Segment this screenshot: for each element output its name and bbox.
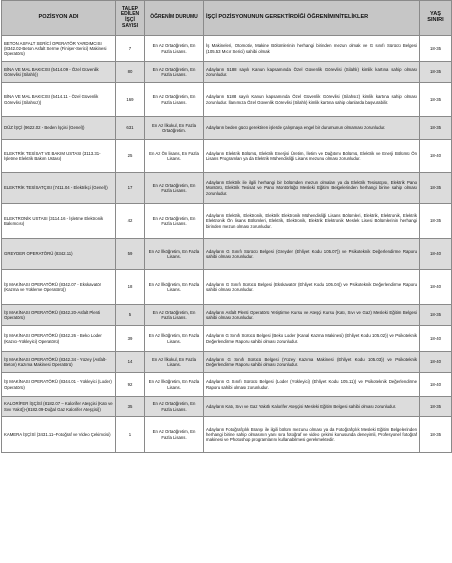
cell-requested-count: 25 (116, 140, 145, 173)
cell-age-limit: 18-35 (420, 204, 452, 239)
cell-age-limit: 18-35 (420, 397, 452, 417)
cell-education: En Az İlköğretim, En Fazla Lisans. (145, 239, 204, 270)
table-row (2, 417, 452, 453)
table-row (2, 270, 452, 305)
cell-age-limit: 18-35 (420, 83, 452, 117)
cell-education: En Az Ortaöğretim, En Fazla Lisans. (145, 204, 204, 239)
job-positions-table (1, 0, 452, 453)
cell-position: BİNA VE MAL BAKICISI (5414.09 - Özel Güvenlik Görevlisi (Silahlı)) (2, 62, 116, 83)
cell-requirements: Adayların beden gücü gerektiren işlerde çalışmaya engel bir durumunun olmaması zorunludur. (204, 117, 420, 140)
cell-education: En Az Ön lisans, En Fazla Lisans. (145, 140, 204, 173)
cell-education: En Az Ortaöğretim, En Fazla Lisans. (145, 397, 204, 417)
cell-requirements: Adayların 5188 sayılı Kanun kapsamında Özel Güvenlik Görevlisi (Silahlı) kimlik kartına sahip olması zorunludur. (204, 62, 420, 83)
table-row (2, 62, 452, 83)
cell-education: En Az İlköğretim, En Fazla Lisans. (145, 270, 204, 305)
cell-requested-count: 35 (116, 397, 145, 417)
cell-requirements: Adayların G Sınıfı Sürücü Belgesi (Yüzey Kazıma Makinesi (Ehliyet Kodu 105.03)) ve Psikoteknik Değerlendirme Raporu sahibi olması zorunludur. (204, 352, 420, 373)
cell-requirements: Adayların Elektrik ile ilgili herhangi bir bölümden mezun olmaları ya da Elektrik Tesisatçısı, Elektrik Pano Montörü, Elektrik Tesisat ve Pano Montörlüğü Mesleki Eğitim Belgelerinden herhangi birine sahip olması zorunludur. (204, 173, 420, 204)
cell-age-limit: 18-40 (420, 239, 452, 270)
header-age-limit: YAŞ SINIRI (420, 1, 452, 36)
cell-education: En Az İlköğretim, En Fazla Lisans. (145, 326, 204, 352)
header-position: POZİSYON ADI (2, 1, 116, 36)
cell-age-limit: 18-35 (420, 417, 452, 453)
cell-education: En Az Ortaöğretim, En Fazla Lisans. (145, 305, 204, 326)
cell-requested-count: 39 (116, 326, 145, 352)
cell-requested-count: 42 (116, 204, 145, 239)
cell-position: İŞ MAKİNASI OPERATÖRÜ (8344.01 - Yükleyici (Loder) Operatörü) (2, 373, 116, 397)
header-requested-count: TALEP EDİLEN İŞÇİ SAYISI (116, 1, 145, 36)
cell-requirements: İş Makineleri, Otomotiv, Makine Bölümlerinin herhangi birinden mezun olmak ve G sınıfı Sürücü Belgesi (105.53 Mıcır Serici) sahibi olmak (204, 36, 420, 62)
table-row (2, 239, 452, 270)
cell-position: İŞ MAKİNASI OPERATÖRÜ (8342.26 - Beko Loder (Kazıcı-Yükleyici) Operatörü) (2, 326, 116, 352)
cell-position: KALORİFER İŞÇİSİ (8182.07 – Kalorifer Ateşçisi (Katı ve Sıvı Yakıt))-(8182.09-Doğal Gaz Kalorifer Ateşçisi)) (2, 397, 116, 417)
cell-position: İŞ MAKİNASI OPERATÖRÜ (8342.07 - Ekskavatör (Kazma ve Yükleme Operatörü)) (2, 270, 116, 305)
cell-education: En Az Ortaöğretim, En Fazla Lisans. (145, 173, 204, 204)
cell-requested-count: 18 (116, 270, 145, 305)
cell-requested-count: 1 (116, 417, 145, 453)
cell-education: En Az İlkokul, En Fazla Ortaöğretim. (145, 117, 204, 140)
cell-requested-count: 631 (116, 117, 145, 140)
cell-age-limit: 18-40 (420, 373, 452, 397)
table-body (2, 36, 452, 453)
cell-requirements: Adayların Fotoğrafçılık Branşı ile ilgili bölüm mezunu olması ya da Fotoğrafçılık Mesleki Eğitim Belgelerinden herhangi birine sahip olmasının yanı sıra fotoğraf ve video çekimi konusunda deneyimli, Profesyonel fotoğraf makinesi ve Photoshop programlarını kullanabilmesi gerekmektedir. (204, 417, 420, 453)
table-row (2, 173, 452, 204)
table-header-row (2, 1, 452, 36)
cell-requested-count: 7 (116, 36, 145, 62)
cell-position: KAMERA İŞÇİSİ (3431.11–Fotoğraf ve Video Çekimcisi) (2, 417, 116, 453)
cell-position: İŞ MAKİNASI OPERATÖRÜ (8342.20-Asfalt Plenti Operatörü) (2, 305, 116, 326)
cell-requirements: Adayların Asfalt Plenti Operatörü Yetiştirme Kursu ve Ateşçi Kursu (Katı, Sıvı ve Gaz) Mesleki Eğitim Belgesi sahibi olması zorunludur. (204, 305, 420, 326)
cell-position: ELEKTRİK TESİSAT VE BAKIM USTASI (3113.31-İşletme Elektrik Bakım Ustası) (2, 140, 116, 173)
table-row (2, 397, 452, 417)
cell-age-limit: 18-35 (420, 36, 452, 62)
cell-age-limit: 18-35 (420, 305, 452, 326)
cell-requested-count: 5 (116, 305, 145, 326)
cell-age-limit: 18-40 (420, 326, 452, 352)
cell-requirements: Adayların Katı, Sıvı ve Gaz Yakıtlı Kalorifer Ateşçisi Mesleki Eğitim Belgesi sahibi olması zorunludur. (204, 397, 420, 417)
cell-position: DÜZ İŞÇİ (9622.02 - Beden İşçisi (Genel)) (2, 117, 116, 140)
cell-education: En Az Ortaöğretim, En Fazla Lisans. (145, 62, 204, 83)
cell-education: En Az Ortaöğretim, En Fazla Lisans. (145, 417, 204, 453)
header-education: ÖĞRENİM DURUMU (145, 1, 204, 36)
cell-requirements: Adayların G Sınıfı Sürücü Belgesi (Greyder (Ehliyet Kodu 105.07)) ve Psikoteknik Değerlendirme Raporu sahibi olması zorunludur. (204, 239, 420, 270)
cell-age-limit: 18-35 (420, 62, 452, 83)
cell-requirements: Adayların G Sınıfı Sürücü Belgesi (Ekskavatör (Ehliyet Kodu 105.04)) ve Psikoteknik Değerlendirme Raporu sahibi olması zorunludur. (204, 270, 420, 305)
cell-requested-count: 59 (116, 239, 145, 270)
cell-requested-count: 169 (116, 83, 145, 117)
cell-education: En Az Ortaöğretim, En Fazla Lisans. (145, 36, 204, 62)
cell-education: En Az Ortaöğretim, En Fazla Lisans. (145, 83, 204, 117)
header-requirements: İŞÇİ POZİSYONUNUN GEREKTİRDİĞİ ÖĞRENİM/NİTELİKLER (204, 1, 420, 36)
table-row (2, 373, 452, 397)
cell-position: BİNA VE MAL BAKICISI (5414.11 - Özel Güvenlik Görevlisi (Silahsız)) (2, 83, 116, 117)
table-row (2, 305, 452, 326)
cell-requested-count: 92 (116, 373, 145, 397)
table-row (2, 83, 452, 117)
cell-age-limit: 18-40 (420, 140, 452, 173)
cell-position: GREYDER OPERATÖRÜ (8342.11) (2, 239, 116, 270)
cell-requirements: Adayların Elektrik, Elektronik, Elektrik Elektronik Mühendisliği Lisans Bölümleri, Elektrik, Elektronik, Elektrik Elektronik Ön lisans Bölümleri, Elektrik, Elektronik, Elektrik Elektronik Meslek Lisesi Bölümlerinin herhangi birinden mezun olması zorunludur. (204, 204, 420, 239)
cell-position: İŞ MAKİNASI OPERATÖRÜ (8342.34 - Yüzey (Asfalt-Beton) Kazıma Makinesi Operatörü) (2, 352, 116, 373)
cell-age-limit: 18-35 (420, 117, 452, 140)
cell-position: BETON ASFALT SERİCİ OPERATÖR YARDIMCISI (8342.02-Beton Asfalt Serme (Finişer-Serici) Makinesi Operatörü) (2, 36, 116, 62)
cell-requirements: Adayların 5188 sayılı Kanun kapsamında Özel Güvenlik Görevlisi (Silahsız) kimlik kartına sahip olması zorunludur. İlanımıza Özel Güvenlik Görevlisi (Silahlı) kimlik kartına sahip olanlarda başvurabilir. (204, 83, 420, 117)
table-row (2, 140, 452, 173)
table-row (2, 36, 452, 62)
cell-requirements: Adayların Elektrik Bölümü, Elektrik Enerjisi Üretim, İletim ve Dağıtımı Bölümü, Elektrik ve Enerji Bölümü Ön Lisans Programları ya da Elektrik Mühendisliği Lisans mezunu olması zorunludur. (204, 140, 420, 173)
cell-education: En Az İlköğretim, En Fazla Lisans. (145, 373, 204, 397)
table-row (2, 204, 452, 239)
cell-requirements: Adayların G Sınıfı Sürücü Belgesi (Loder (Yükleyici) (Ehliyet Kodu 105.11)) ve Psikoteknik Değerlendirme Raporu sahibi olması zorunludur. (204, 373, 420, 397)
cell-requested-count: 17 (116, 173, 145, 204)
cell-education: En Az İlkokul, En Fazla Lisans. (145, 352, 204, 373)
cell-age-limit: 18-35 (420, 173, 452, 204)
cell-position: ELEKTRİK TESİSATÇISI (7411.04 - Elektrikçi (Genel)) (2, 173, 116, 204)
cell-position: ELEKTRONİK USTASI (3114.16 - İşletme Elektronik Bakımcısı) (2, 204, 116, 239)
cell-requested-count: 14 (116, 352, 145, 373)
table-row (2, 352, 452, 373)
table-row (2, 326, 452, 352)
table-row (2, 117, 452, 140)
cell-requested-count: 80 (116, 62, 145, 83)
cell-age-limit: 18-40 (420, 352, 452, 373)
cell-age-limit: 18-40 (420, 270, 452, 305)
cell-requirements: Adayların G Sınıfı Sürücü Belgesi (Beko Loder (Kanal Kazma Makinesi) (Ehliyet Kodu 105.02)) ve Psikoteknik Değerlendirme Raporu sahibi olması zorunludur. (204, 326, 420, 352)
